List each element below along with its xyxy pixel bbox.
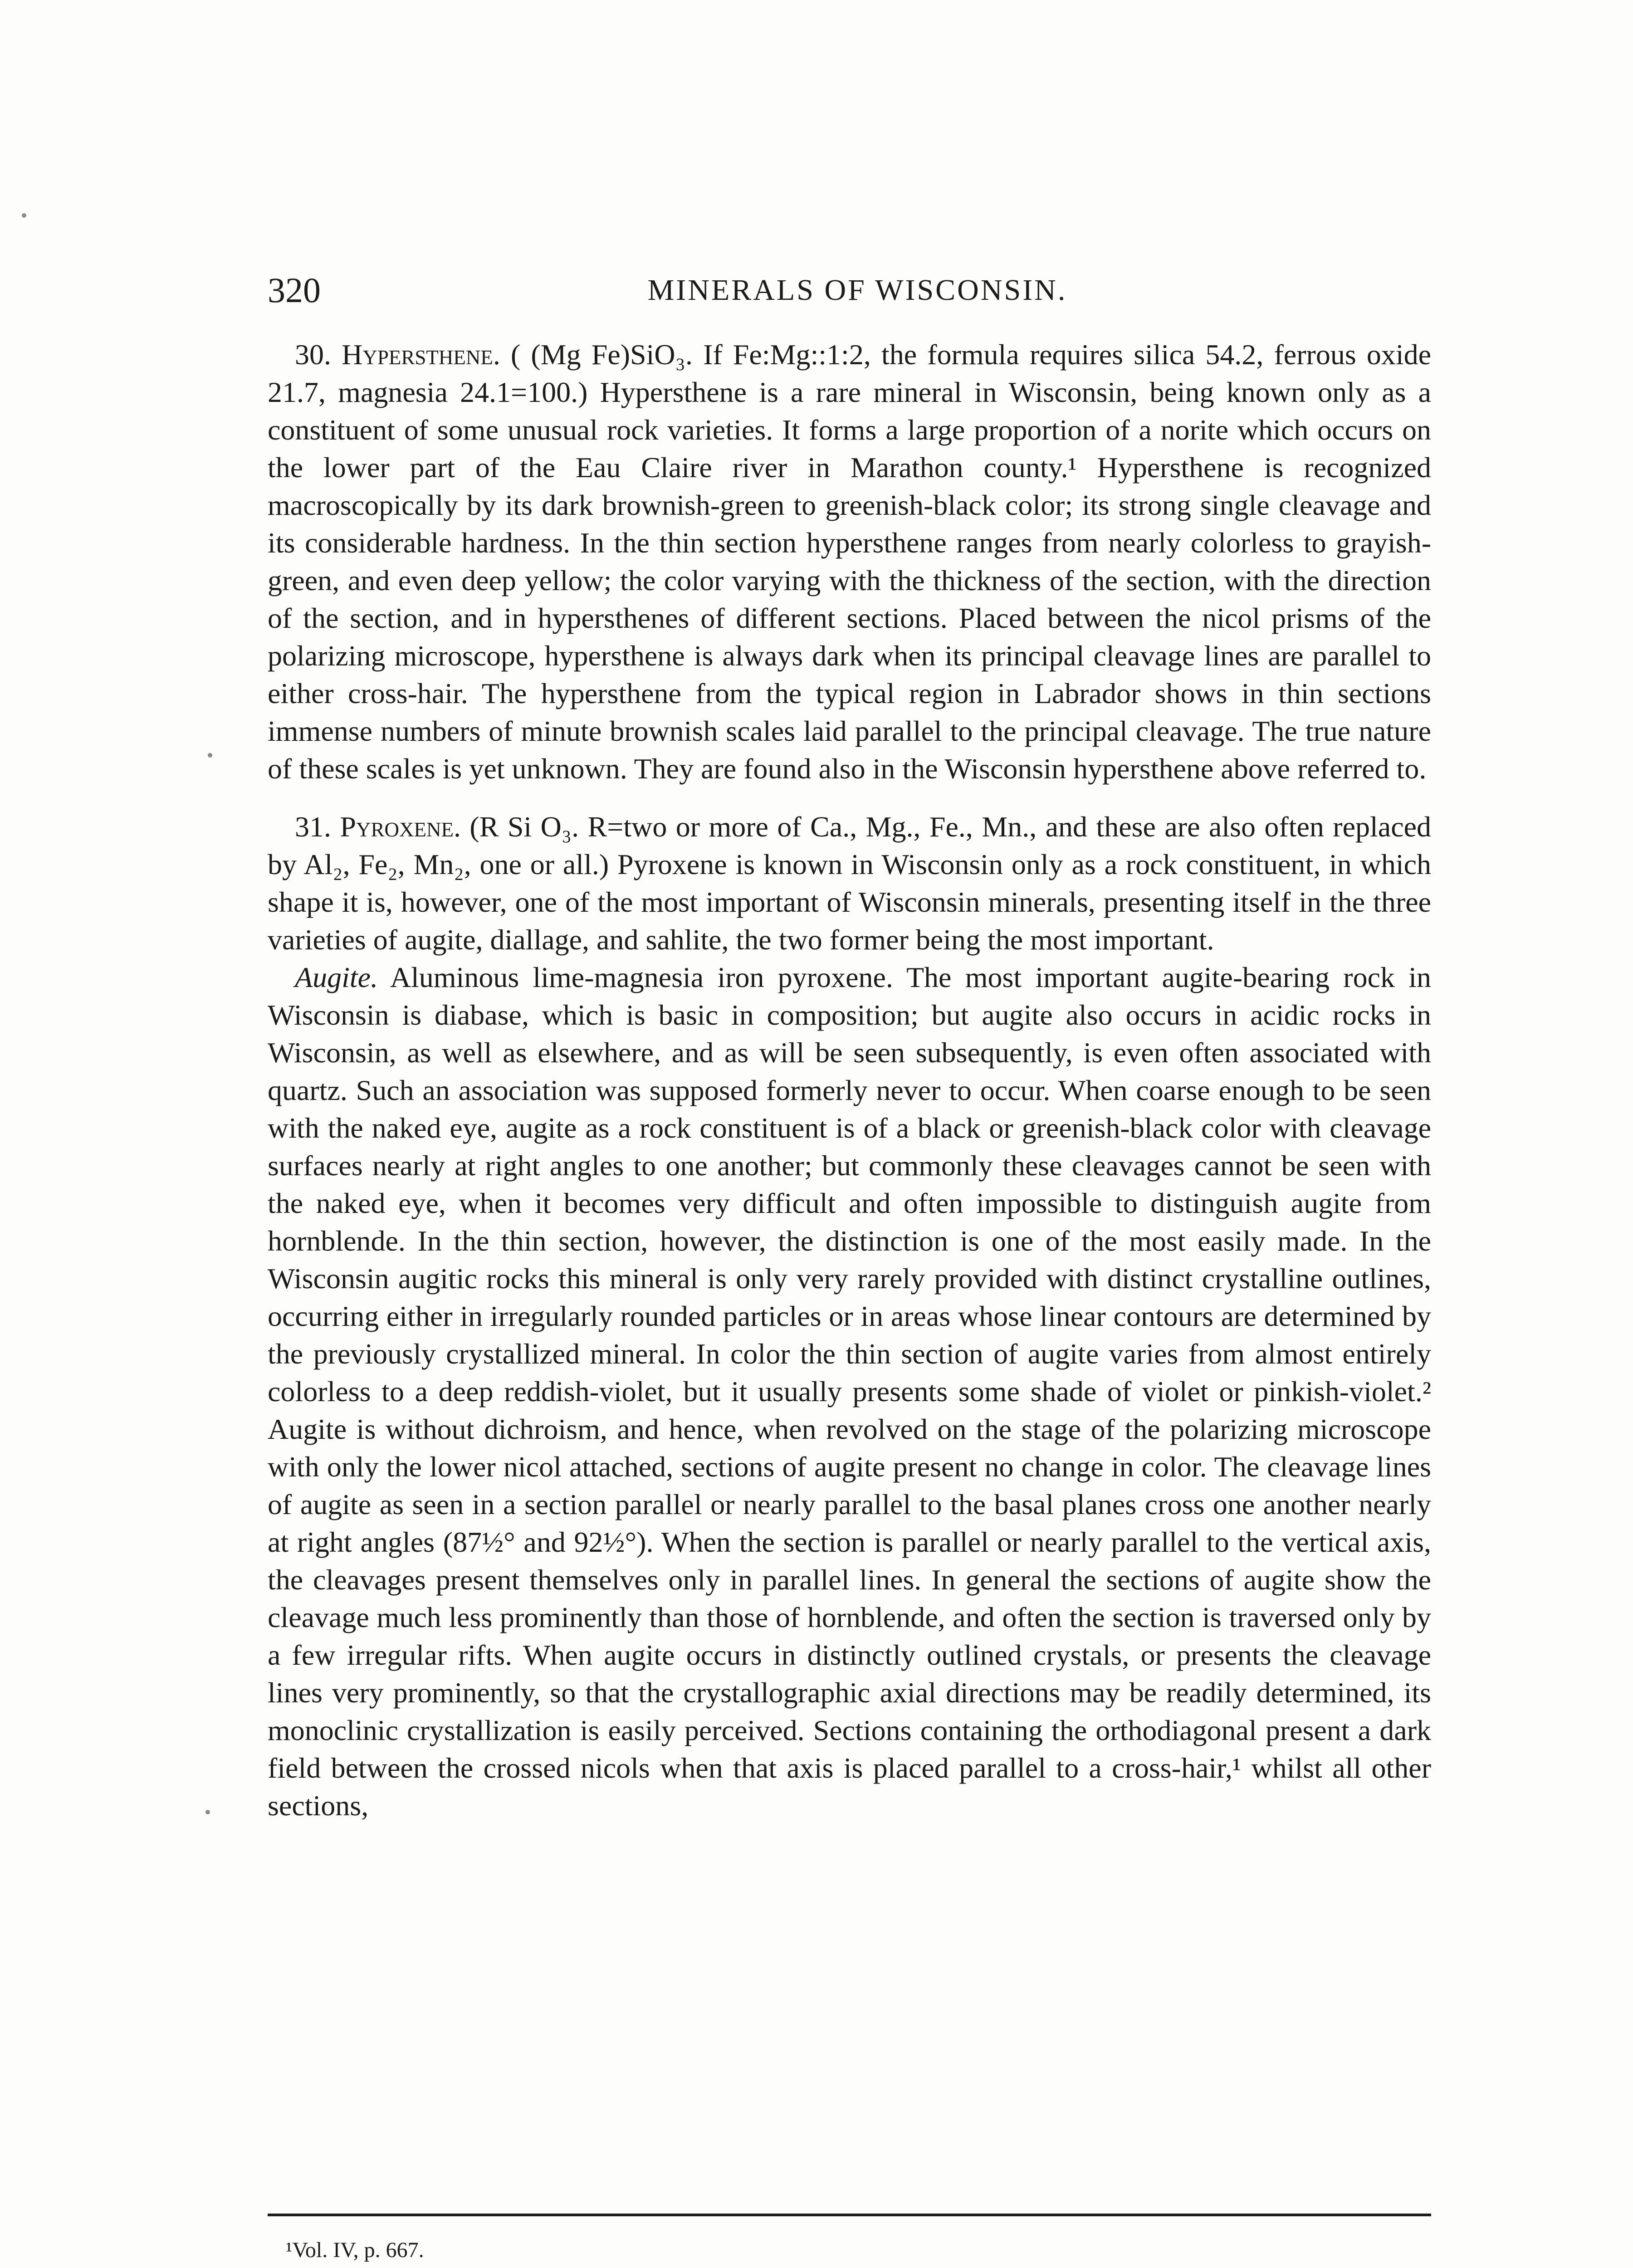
mineral-name: Hypersthene. — [342, 338, 500, 371]
scan-speck — [22, 213, 26, 218]
body-text — [268, 336, 1431, 1824]
footnotes — [268, 2214, 1431, 2268]
mineral-name: Pyroxene. — [340, 811, 461, 843]
variety-heading: Augite. — [295, 961, 378, 993]
scan-speck — [205, 1810, 210, 1814]
page-header — [268, 268, 1447, 318]
footnote-rule — [268, 2214, 1431, 2216]
footnote — [268, 2237, 1431, 2264]
running-title: MINERALS OF WISCONSIN. — [647, 274, 1067, 307]
section-number: 30. — [295, 338, 331, 371]
hypersthene-paragraph — [268, 336, 1431, 787]
footnote-text: Vol. IV, p. 667. — [292, 2238, 424, 2262]
pyroxene-paragraph — [268, 808, 1431, 958]
paragraph-text: Aluminous lime-magnesia iron pyroxene. The most important augite-bearing rock in Wisconsin is diabase, which is basic in composition; but augite also occurs in acidic rocks in Wisconsin, as well as elsewhere, and as will be seen subsequently, is even often associated with quartz. Such an association was supposed formerly never to occur. When coarse enough to be seen with the naked eye, augite as a rock constituent is of a black or greenish-black color with cleavage surfaces nearly at right angles to one another; but commonly these cleavages cannot be seen with the naked eye, when it becomes very difficult and often impossible to distinguish augite from hornblende. In the thin section, however, the distinction is one of the most easily made. In the Wisconsin augitic rocks this mineral is only very rarely provided with distinct crystalline outlines, occurring either in irregularly rounded particles or in areas whose linear contours are determined by the previously crystallized mineral. In color the thin section of augite varies from almost entirely colorless to a deep reddish-violet, but it usually presents some shade of violet or pinkish-violet.² Augite is without dichroism, and hence, when revolved on the stage of the polarizing microscope with only the lower nicol attached, sections of augite present no change in color. The cleavage lines of augite as seen in a section parallel or nearly parallel to the basal planes cross one another nearly at right angles (87½° and 92½°). When the section is parallel or nearly parallel to the vertical axis, the cleavages present themselves only in parallel lines. In general the sections of augite show the cleavage much less prominently than those of hornblende, and often the section is traversed only by a few irregular rifts. When augite occurs in distinctly outlined crystals, or presents the cleavage lines very prominently, so that the crystallographic axial directions may be readily determined, its monoclinic crystallization is easily perceived. Sections containing the orthodiagonal present a dark field between the crossed nicols when that axis is placed parallel to a cross-hair,¹ whilst all other sections, — [268, 961, 1432, 1822]
page-number: 320 — [268, 270, 321, 310]
section-number: 31. — [295, 811, 331, 843]
footnote-mark: ¹ — [286, 2238, 293, 2262]
augite-paragraph — [268, 958, 1431, 1824]
paragraph-text: ( (Mg Fe)SiO₃. If Fe:Mg::1:2, the formula requires silica 54.2, ferrous oxide 21.7, magnesia 24.1=100.) Hypersthene is a rare mineral in Wisconsin, being known only as a constituent of some unusual rock varieties. It forms a large proportion of a norite which occurs on the lower part of the Eau Claire river in Marathon county.¹ Hypersthene is recognized macroscopically by its dark brownish-green to greenish-black color; its strong single cleavage and its considerable hardness. In the thin section hypersthene ranges from nearly colorless to grayish-green, and even deep yellow; the color varying with the thickness of the section, with the direction of the section, and in hypersthenes of different sections. Placed between the nicol prisms of the polarizing microscope, hypersthene is always dark when its principal cleavage lines are parallel to either cross-hair. The hypersthene from the typical region in Labrador shows in thin sections immense numbers of minute brownish scales laid parallel to the principal cleavage. The true nature of these scales is yet unknown. They are found also in the Wisconsin hypersthene above referred to. — [268, 338, 1432, 785]
scan-speck — [208, 753, 212, 758]
paragraph-text: (R Si O₃. R=two or more of Ca., Mg., Fe., Mn., and these are also often replaced by Al₂, Fe₂, Mn₂, one or all.) Pyroxene is known in Wisconsin only as a rock constituent, in which shape it is, however, one of the most important of Wisconsin minerals, presenting itself in the three varieties of augite, diallage, and sahlite, the two former being the most important. — [268, 811, 1432, 956]
